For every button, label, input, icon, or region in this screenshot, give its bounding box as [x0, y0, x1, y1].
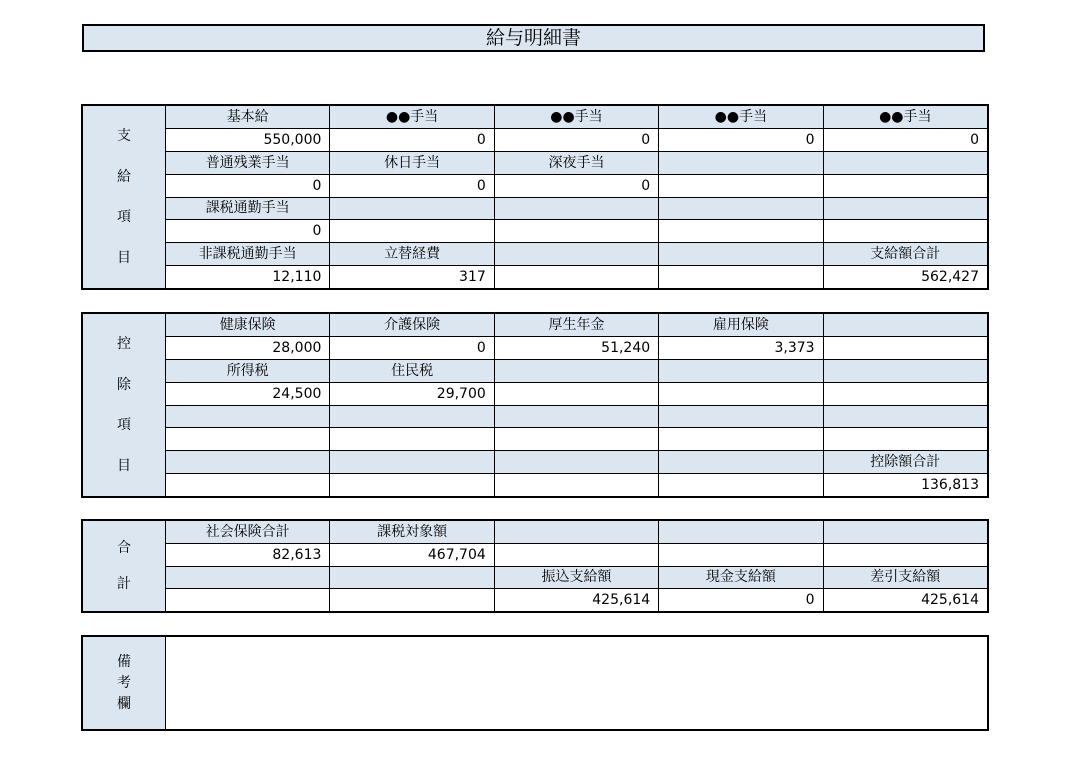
- field-label-empty: [166, 405, 330, 428]
- field-label-empty: [330, 197, 494, 220]
- field-label-income-tax: 所得税: [166, 359, 330, 382]
- field-value-empty[interactable]: [823, 543, 987, 566]
- field-value-resident-tax[interactable]: 29,700: [330, 382, 494, 405]
- memo-content-field[interactable]: [166, 637, 988, 730]
- field-value-reimbursed-expenses[interactable]: 317: [330, 266, 494, 289]
- memo-side-label: [83, 637, 166, 730]
- payments-side-label: [83, 106, 166, 289]
- field-value-empty[interactable]: [659, 382, 823, 405]
- field-label-empty: [330, 566, 494, 589]
- field-label-allowance: ●●手当: [823, 106, 987, 129]
- field-value-empty[interactable]: [659, 543, 823, 566]
- field-label-empty: [823, 197, 987, 220]
- field-label-allowance: ●●手当: [330, 106, 494, 129]
- payments-table: [82, 105, 988, 289]
- field-value-taxable-commute[interactable]: 0: [166, 220, 330, 243]
- field-value-empty[interactable]: [659, 174, 823, 197]
- field-value-income-tax[interactable]: 24,500: [166, 382, 330, 405]
- field-value-holiday[interactable]: 0: [330, 174, 494, 197]
- totals-side-label: [83, 521, 166, 612]
- field-label-empty: [823, 359, 987, 382]
- field-value-empty[interactable]: [659, 266, 823, 289]
- field-label-holiday: 休日手当: [330, 151, 494, 174]
- field-label-care-insurance: 介護保険: [330, 314, 494, 337]
- payments-side-char: 目: [117, 249, 131, 266]
- field-label-empty: [659, 451, 823, 474]
- field-label-basic-pay: 基本給: [166, 106, 330, 129]
- field-value-pension[interactable]: 51,240: [494, 336, 658, 359]
- field-label-empty: [659, 197, 823, 220]
- field-label-empty: [166, 566, 330, 589]
- field-value-empty[interactable]: [823, 428, 987, 451]
- field-label-empty: [659, 359, 823, 382]
- field-value-bank-transfer[interactable]: 425,614: [494, 589, 658, 612]
- deductions-side-char: 除: [117, 376, 131, 393]
- field-value-nontaxable-commute[interactable]: 12,110: [166, 266, 330, 289]
- field-label-empty: [166, 451, 330, 474]
- field-value-care-insurance[interactable]: 0: [330, 336, 494, 359]
- deductions-table: [82, 313, 988, 497]
- field-label-empty: [659, 405, 823, 428]
- field-label-empty: [823, 405, 987, 428]
- field-label-total-payment: 支給額合計: [823, 243, 987, 266]
- field-value-empty[interactable]: [166, 474, 330, 497]
- field-value-empty[interactable]: [823, 382, 987, 405]
- field-label-health-insurance: 健康保険: [166, 314, 330, 337]
- field-value-empty[interactable]: [330, 589, 494, 612]
- field-label-empty: [659, 521, 823, 544]
- field-label-empty: [823, 151, 987, 174]
- field-label-empty: [823, 521, 987, 544]
- field-label-empty: [659, 243, 823, 266]
- field-value-allowance[interactable]: 0: [659, 128, 823, 151]
- field-value-total-deduction[interactable]: 136,813: [823, 474, 987, 497]
- field-value-empty[interactable]: [330, 220, 494, 243]
- field-value-employment-insurance[interactable]: 3,373: [659, 336, 823, 359]
- memo-side-char: 備: [117, 653, 131, 670]
- field-label-taxable-commute: 課税通勤手当: [166, 197, 330, 220]
- field-label-empty: [494, 197, 658, 220]
- field-label-cash-payment: 現金支給額: [659, 566, 823, 589]
- field-value-total-payment[interactable]: 562,427: [823, 266, 987, 289]
- field-label-resident-tax: 住民税: [330, 359, 494, 382]
- field-value-empty[interactable]: [166, 589, 330, 612]
- field-value-empty[interactable]: [659, 428, 823, 451]
- field-value-allowance[interactable]: 0: [330, 128, 494, 151]
- totals-side-char: 合: [117, 539, 131, 556]
- field-label-net-payment: 差引支給額: [823, 566, 987, 589]
- deductions-side-char: 項: [117, 417, 131, 434]
- field-label-empty: [494, 521, 658, 544]
- field-value-basic-pay[interactable]: 550,000: [166, 128, 330, 151]
- field-value-empty[interactable]: [823, 220, 987, 243]
- field-value-taxable-amount[interactable]: 467,704: [330, 543, 494, 566]
- field-label-allowance: ●●手当: [659, 106, 823, 129]
- field-label-allowance: ●●手当: [494, 106, 658, 129]
- field-label-overtime: 普通残業手当: [166, 151, 330, 174]
- field-label-empty: [330, 451, 494, 474]
- field-label-bank-transfer: 振込支給額: [494, 566, 658, 589]
- deductions-side-char: 控: [117, 336, 131, 353]
- field-label-empty: [330, 405, 494, 428]
- memo-side-char: 欄: [117, 695, 131, 712]
- document-title: 給与明細書: [82, 24, 985, 52]
- deductions-side-label: [83, 314, 166, 497]
- field-label-total-deduction: 控除額合計: [823, 451, 987, 474]
- field-value-empty[interactable]: [823, 336, 987, 359]
- deductions-side-char: 目: [117, 457, 131, 474]
- field-label-taxable-amount: 課税対象額: [330, 521, 494, 544]
- field-value-empty[interactable]: [659, 474, 823, 497]
- field-label-empty: [494, 451, 658, 474]
- field-value-allowance[interactable]: 0: [494, 128, 658, 151]
- payments-side-char: 項: [117, 209, 131, 226]
- field-value-overtime[interactable]: 0: [166, 174, 330, 197]
- memo-table: [82, 636, 988, 730]
- field-label-night: 深夜手当: [494, 151, 658, 174]
- field-value-social-insurance-total[interactable]: 82,613: [166, 543, 330, 566]
- field-value-health-insurance[interactable]: 28,000: [166, 336, 330, 359]
- field-value-empty[interactable]: [494, 474, 658, 497]
- field-value-empty[interactable]: [494, 428, 658, 451]
- payments-side-char: 支: [117, 128, 131, 145]
- field-value-empty[interactable]: [494, 382, 658, 405]
- field-value-allowance[interactable]: 0: [823, 128, 987, 151]
- field-label-employment-insurance: 雇用保険: [659, 314, 823, 337]
- field-label-empty: [494, 359, 658, 382]
- field-label-empty: [823, 314, 987, 337]
- field-value-empty[interactable]: [330, 474, 494, 497]
- totals-table: [82, 520, 988, 612]
- field-label-empty: [494, 243, 658, 266]
- field-label-reimbursed-expenses: 立替経費: [330, 243, 494, 266]
- field-label-nontaxable-commute: 非課税通勤手当: [166, 243, 330, 266]
- field-value-night[interactable]: 0: [494, 174, 658, 197]
- memo-side-char: 考: [117, 674, 131, 691]
- field-value-empty[interactable]: [330, 428, 494, 451]
- field-label-social-insurance-total: 社会保険合計: [166, 521, 330, 544]
- field-value-empty[interactable]: [494, 543, 658, 566]
- field-label-empty: [494, 405, 658, 428]
- totals-side-char: 計: [117, 576, 131, 593]
- field-value-empty[interactable]: [494, 266, 658, 289]
- field-label-empty: [659, 151, 823, 174]
- field-value-empty[interactable]: [494, 220, 658, 243]
- field-value-empty[interactable]: [823, 174, 987, 197]
- field-value-cash-payment[interactable]: 0: [659, 589, 823, 612]
- field-label-pension: 厚生年金: [494, 314, 658, 337]
- field-value-empty[interactable]: [659, 220, 823, 243]
- payments-side-char: 給: [117, 168, 131, 185]
- field-value-empty[interactable]: [166, 428, 330, 451]
- field-value-net-payment[interactable]: 425,614: [823, 589, 987, 612]
